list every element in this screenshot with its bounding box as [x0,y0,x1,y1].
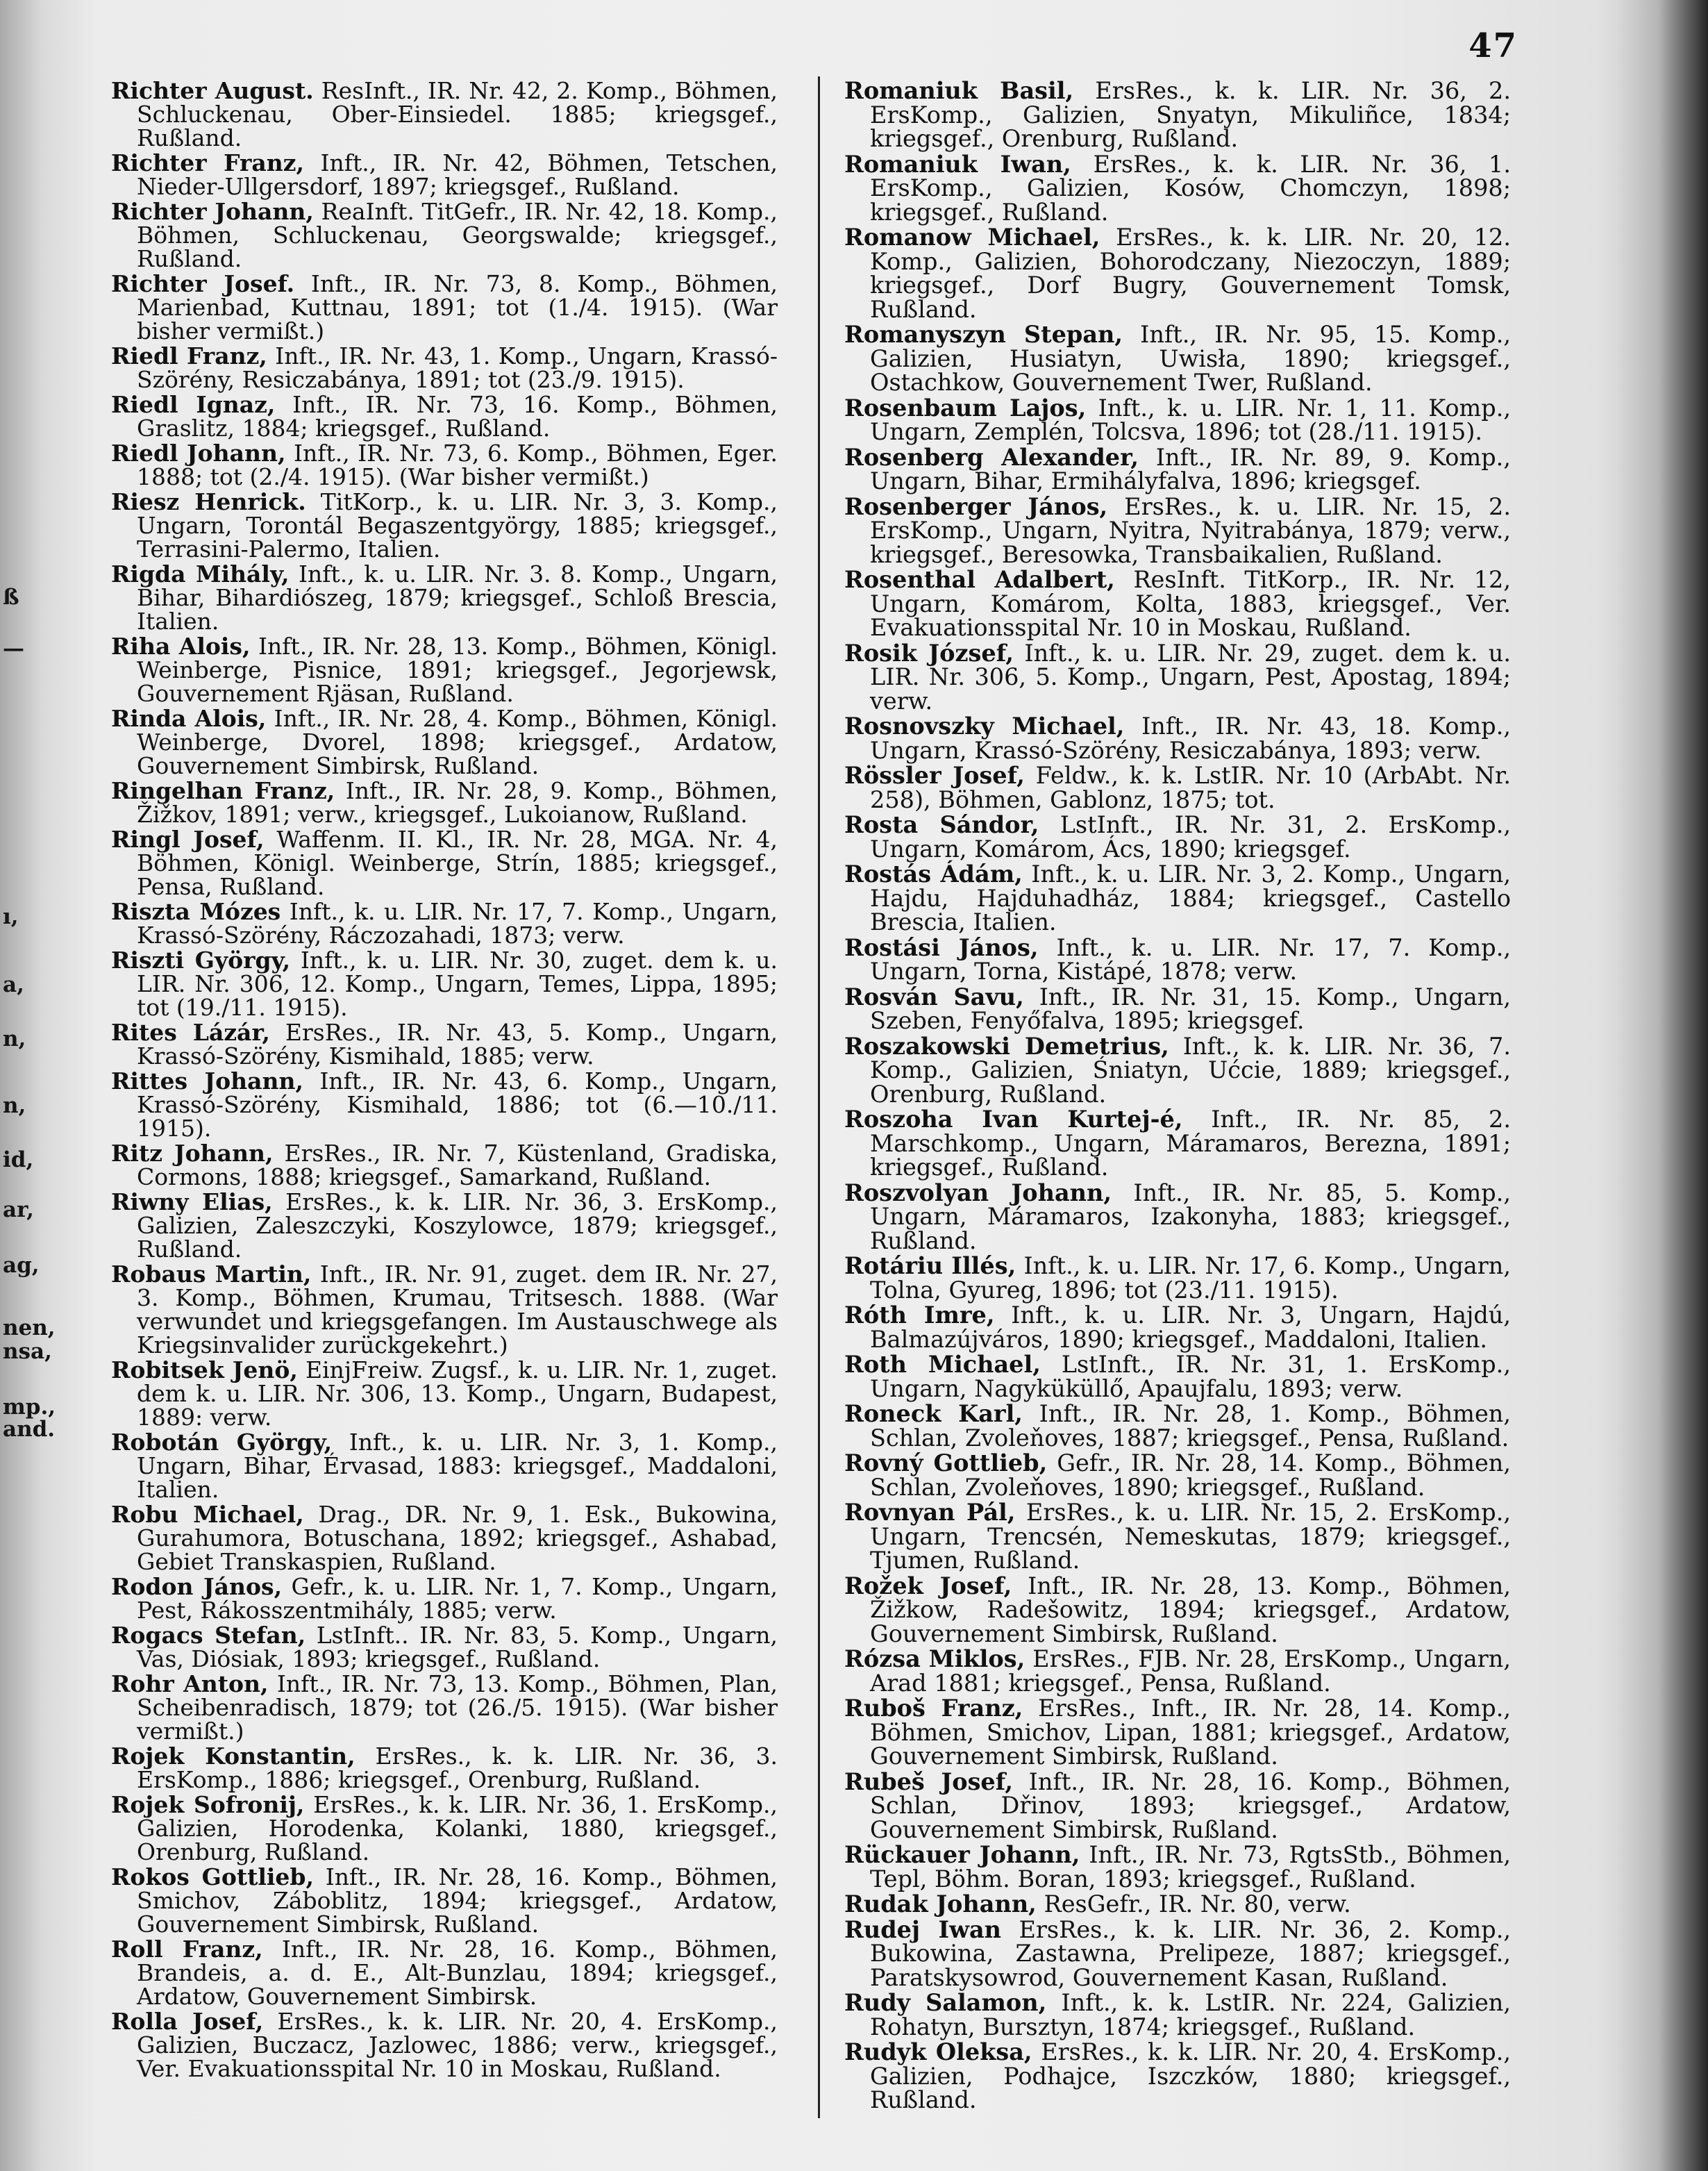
register-entry [844,226,1511,322]
entry-details: Gefr., k. u. LIR. Nr. 1, 7. Komp., Ungarn, Pest, Rákosszentmihály, 1885; verw. [137,1573,778,1624]
margin-fragment: a, [3,972,24,997]
entry-details: ResGefr., IR. Nr. 80, verw. [1044,1890,1351,1918]
entry-name: Rohr Anton, [111,1670,269,1697]
margin-fragment: nsa, [3,1339,52,1364]
register-entry [111,949,778,1020]
entry-name: Roll Franz, [111,1936,263,1963]
entry-details: Inft., IR. Nr. 28, 16. Komp., Böhmen, Brandeis, a. d. E., Alt-Bunzlau, 1894; kriegsgef., Ardatow, Gouvernement Simbirsk. [137,1936,778,2010]
register-entry [844,1301,1512,1353]
register-entry [844,1697,1511,1769]
entry-name: Romanow Michael, [844,224,1100,251]
entry-name: Rites Lázár, [111,1019,270,1046]
register-entry [844,492,1511,568]
entry-details: Inft., IR. Nr. 73, 16. Komp., Böhmen, Graslitz, 1884; kriegsgef., Rußland. [137,391,778,442]
entry-details: Gefr., IR. Nr. 28, 14. Komp., Böhmen, Schlan, Zvoleňoves, 1890; kriegsgef., Rußland. [870,1449,1511,1501]
entry-details: Inft., IR. Nr. 28, 1. Komp., Böhmen, Schlan, Zvoleňoves, 1887; kriegsgef., Pensa, Rußland. [870,1400,1511,1452]
register-entry [844,933,1511,985]
register-entry [844,1181,1511,1254]
register-entry [844,1032,1512,1108]
register-entry [111,272,778,343]
entry-details: Inft., IR. Nr. 28, 13. Komp., Böhmen, Žižkow, Radešowitz, 1894; kriegsgef., Ardatow, Gouvernement Simbirsk, Rußland. [870,1572,1512,1647]
entry-name: Riszta Mózes [111,898,281,925]
entry-details: Inft., k. u. LIR. Nr. 17, 7. Komp., Ungarn, Torna, Kistápé, 1878; verw. [870,933,1511,985]
margin-fragment: ag, [3,1253,40,1278]
entry-details: Inft., k. u. LIR. Nr. 30, zuget. dem k. u. LIR. Nr. 306, 12. Komp., Ungarn, Temes, Lippa, 1895; tot (19./11. 1915). [137,947,778,1021]
entry-details: Inft., k. u. LIR. Nr. 3, 2. Komp., Ungarn, Hajdu, Hajduhadház, 1884; kriegsgef., Castello Brescia, Italien. [870,860,1511,935]
left-column [111,79,778,2082]
entry-name: Romaniuk Iwan, [844,150,1071,178]
entry-details: Inft., IR. Nr. 73, 13. Komp., Böhmen, Plan, Scheibenradisch, 1879; tot (26./5. 1915). (War bisher vermißt.) [137,1670,778,1745]
entry-details: Inft., IR. Nr. 73, RgtsStb., Böhmen, Tepl, Böhm. Boran, 1893; kriegsgef., Rußland. [870,1841,1511,1893]
entry-details: Inft., IR. Nr. 85, 5. Komp., Ungarn, Máramaros, Izakonyha, 1883; kriegsgef., Rußland. [870,1179,1512,1254]
register-entry [844,1915,1512,1991]
entry-details: ErsRes., k. k. LIR. Nr. 20, 12. Komp., Galizien, Bohorodczany, Niezoczyn, 1889; kriegsgef., Dorf Bugry, Gouvernement Tomsk, Rußland. [870,224,1511,323]
entry-name: Rovnyan Pál, [844,1499,1016,1526]
entry-details: Inft., k. u. LIR. Nr. 3, 1. Komp., Ungarn, Bihar, Érvasad, 1883: kriegsgef., Maddaloni, Italien. [137,1429,778,1503]
register-entry [111,779,778,826]
entry-name: Rudej Iwan [844,1915,1002,1943]
register-entry [111,1263,778,1357]
entry-name: Robu Michael, [111,1501,304,1528]
register-entry [111,1742,778,1793]
register-entry [844,79,1511,151]
entry-name: Roszvolyan Johann, [844,1179,1112,1206]
entry-details: ErsRes., Inft., IR. Nr. 28, 14. Komp., Böhmen, Smichov, Lipan, 1881; kriegsgef., Ardatow, Gouvernement Simbirsk, Rußland. [870,1695,1511,1770]
register-entry [844,1402,1511,1450]
entry-name: Riha Alois, [111,633,251,660]
register-entry [844,394,1512,445]
register-entry [844,1890,1511,1918]
entry-name: Roszoha Ivan Kurtej-é, [844,1106,1183,1133]
register-entry [111,393,778,440]
entry-details: Inft., k. u. LIR. Nr. 17, 6. Komp., Ungarn, Tolna, Gyureg, 1896; tot (23./11. 1915). [870,1252,1511,1304]
entry-details: Drag., DR. Nr. 9, 1. Esk., Bukowina, Gurahumora, Botuschana, 1892; kriegsgef., Ashabad, Gebiet Transkaspien, Rußland. [137,1501,778,1575]
entry-name: Rudyk Oleksa, [844,2038,1032,2065]
entry-name: Rotáriu Illés, [844,1252,1016,1279]
entry-details: ErsRes., k. k. LIR. Nr. 36, 3. ErsKomp., Galizien, Zaleszczyki, Koszylowce, 1879; kriegsgef., Rußland. [137,1188,778,1263]
entry-name: Rinda Alois, [111,705,267,732]
entry-details: ErsRes., k. u. LIR. Nr. 15, 2. ErsKomp., Ungarn, Nyitra, Nyitrabánya, 1879; verw., kriegsgef., Beresowka, Transbaikalien, Rußland. [870,492,1511,568]
register-entry [111,635,778,706]
entry-details: Inft., IR. Nr. 28, 16. Komp., Böhmen, Schlan, Dřinov, 1893; kriegsgef., Ardatow, Gouvernement Simbirsk, Rußland. [870,1767,1511,1843]
entry-details: Feldw., k. k. LstIR. Nr. 10 (ArbAbt. Nr. 258), Böhmen, Gablonz, 1875; tot. [870,762,1511,813]
margin-fragment: ß [3,585,19,610]
register-entry [844,715,1511,763]
entry-details: Inft., IR. Nr. 43, 18. Komp., Ungarn, Krassó-Szörény, Resiczabánya, 1893; verw. [870,713,1512,764]
register-entry [111,1142,778,1189]
entry-name: Rojek Konstantin, [111,1742,355,1770]
entry-details: ResInft. TitKorp., IR. Nr. 12, Ungarn, Komárom, Kolta, 1883, kriegsgef., Ver. Evakuationsspital Nr. 10 in Moskau, Rußland. [870,566,1512,641]
entry-name: Riedl Johann, [111,440,286,467]
entry-name: Rostás Ádám, [844,860,1023,888]
entry-details: ResInft., IR. Nr. 42, 2. Komp., Böhmen, Schluckenau, Ober-Einsiedel. 1885; kriegsgef., Rußland. [137,77,778,151]
entry-details: Inft., k. k. LstIR. Nr. 224, Galizien, Rohatyn, Bursztyn, 1874; kriegsgef., Rußland. [870,1989,1511,2040]
entry-name: Ringelhan Franz, [111,777,335,804]
register-entry [111,900,778,947]
margin-fragment: — [3,636,24,661]
entry-name: Robotán György, [111,1429,333,1456]
register-entry [844,813,1511,861]
entry-details: EinjFreiw. Zugsf., k. u. LIR. Nr. 1, zuget. dem k. u. LIR. Nr. 306, 13. Komp., Ungarn, Budapest, 1889: verw. [137,1356,778,1431]
register-entry [111,1624,778,1671]
register-entry [844,1501,1511,1573]
margin-fragment: ar, [3,1197,34,1222]
register-entry [844,1353,1511,1401]
entry-details: Inft., IR. Nr. 91, zuget. dem IR. Nr. 27, 3. Komp., Böhmen, Krumau, Tritsesch. 1888. (War verwundet und kriegsgefangen. Im Austauschwege als Kriegsinvalider zurückgekehrt.) [137,1261,778,1358]
entry-name: Roszakowski Demetrius, [844,1032,1169,1060]
entry-name: Rückauer Johann, [844,1841,1080,1868]
entry-details: ReaInft. TitGefr., IR. Nr. 42, 18. Komp., Böhmen, Schluckenau, Georgswalde; kriegsgef., Rußland. [137,198,778,272]
entry-details: Inft., IR. Nr. 43, 6. Komp., Ungarn, Krassó-Szörény, Kismihald, 1886; tot (6.—10./11. 1915). [137,1067,778,1142]
entry-details: Inft., IR. Nr. 73, 6. Komp., Böhmen, Eger. 1888; tot (2./4. 1915). (War bisher vermißt.) [137,440,778,490]
entry-details: ErsRes., k. k. LIR. Nr. 20, 4. ErsKomp., Galizien, Buczacz, Jazlowec, 1886; verw., kriegsgef., Ver. Evakuationsspital Nr. 10 in Moskau, Rußland. [137,2008,778,2082]
register-entry [111,151,778,199]
entry-name: Ruboš Franz, [844,1695,1023,1722]
entry-name: Rogacs Stefan, [111,1622,306,1649]
entry-name: Robitsek Jenö, [111,1356,298,1383]
register-entry [844,860,1511,935]
entry-details: Inft., IR. Nr. 89, 9. Komp., Ungarn, Bihar, Ermihályfalva, 1896; kriegsgef. [870,443,1511,494]
entry-name: Richter Franz, [111,149,304,176]
entry-details: Inft., IR. Nr. 28, 9. Komp., Böhmen, Žižkov, 1891; verw., kriegsgef., Lukoianow, Rußland. [137,777,778,828]
register-entry [844,1991,1511,2039]
entry-name: Rigda Mihály, [111,560,290,588]
entry-name: Rosenberger János, [844,492,1108,520]
entry-details: ErsRes., IR. Nr. 7, Küstenland, Gradiska, Cormons, 1888; kriegsgef., Samarkand, Rußland. [137,1140,778,1190]
entry-name: Roneck Karl, [844,1400,1023,1427]
entry-details: Inft., IR. Nr. 43, 1. Komp., Ungarn, Krassó-Szörény, Resiczabánya, 1891; tot (23./9. 1915). [137,342,778,393]
entry-details: Waffenm. II. Kl., IR. Nr. 28, MGA. Nr. 4, Böhmen, Königl. Weinberge, Strín, 1885; kriegsgef., Pensa, Rußland. [137,826,778,900]
register-entry [111,828,778,899]
entry-details: LstInft., IR. Nr. 31, 2. ErsKomp., Ungarn, Komárom, Ács, 1890; kriegsgef. [870,811,1511,863]
register-entry [111,2010,778,2081]
register-entry [844,639,1512,715]
entry-details: Inft., IR. Nr. 73, 8. Komp., Böhmen, Marienbad, Kuttnau, 1891; tot (1./4. 1915). (War bisher vermißt.) [137,270,778,344]
right-column [844,79,1511,2114]
entry-name: Richter August. [111,77,314,104]
register-entry [111,707,778,778]
page-number: 47 [1468,26,1518,65]
entry-details: ErsRes., k. k. LIR. Nr. 36, 1. ErsKomp., Galizien, Kosów, Chomczyn, 1898; kriegsgef., Rußland. [870,150,1512,226]
register-entry [111,200,778,271]
entry-name: Róth Imre, [844,1301,995,1329]
register-entry [111,560,778,635]
entry-details: LstInft., IR. Nr. 31, 1. ErsKomp., Ungarn, Nagyküküllő, Apaujfalu, 1893; verw. [870,1351,1511,1402]
margin-fragment: n, [3,1026,26,1051]
entry-name: Rosenbaum Lajos, [844,394,1087,422]
register-entry [844,150,1512,226]
entry-details: ErsRes., k. k. LIR. Nr. 36, 1. ErsKomp., Galizien, Horodenka, Kolanki, 1880, kriegsgef., Orenburg, Rußland. [137,1791,778,1865]
entry-name: Romaniuk Basil, [844,77,1074,104]
entry-details: Inft., IR. Nr. 85, 2. Marschkomp., Ungarn, Máramaros, Berezna, 1891; kriegsgef., Rußland. [870,1106,1511,1181]
entry-details: Inft., k. u. LIR. Nr. 1, 11. Komp., Ungarn, Zemplén, Tolcsva, 1896; tot (28./11. 1915). [870,394,1512,445]
entry-name: Roth Michael, [844,1351,1041,1378]
entry-name: Riesz Henrick. [111,488,306,515]
register-entry [111,79,778,150]
entry-details: Inft., k. u. LIR. Nr. 3. 8. Komp., Ungarn, Bihar, Bihardiószeg, 1879; kriegsgef., Schloß Brescia, Italien. [137,560,778,635]
register-entry [844,764,1511,812]
column-divider [818,76,820,2118]
entry-details: Inft., k. u. LIR. Nr. 3, Ungarn, Hajdú, Balmazújváros, 1890; kriegsgef., Maddaloni, Italien. [870,1301,1512,1353]
entry-details: TitKorp., k. u. LIR. Nr. 3, 3. Komp., Ungarn, Torontál Begaszentgyörgy, 1885; kriegsgef., Terrasini-Palermo, Italien. [137,488,778,563]
entry-details: Inft., IR. Nr. 28, 4. Komp., Böhmen, Königl. Weinberge, Dvorel, 1898; kriegsgef., Ardatow, Gouvernement Simbirsk, Rußland. [137,705,778,779]
entry-name: Rosta Sándor, [844,811,1039,838]
entry-name: Robaus Martin, [111,1261,312,1288]
margin-fragment: and. [3,1417,56,1442]
entry-name: Romanyszyn Stepan, [844,321,1123,348]
register-entry [844,1254,1511,1302]
entry-name: Rosván Savu, [844,983,1024,1010]
entry-name: Rittes Johann, [111,1067,303,1095]
register-entry [111,1938,778,2008]
entry-name: Rosnovszky Michael, [844,713,1125,740]
entry-details: Inft., IR. Nr. 28, 16. Komp., Böhmen, Smichov, Záboblitz, 1894; kriegsgef., Ardatow, Gouvernement Simbirsk, Rußland. [137,1863,778,1938]
entry-details: Inft., IR. Nr. 28, 13. Komp., Böhmen, Königl. Weinberge, Pisnice, 1891; kriegsgef., Jegorjewsk, Gouvernement Rjäsan, Rußland. [137,633,778,707]
entry-details: ErsRes., k. k. LIR. Nr. 20, 4. ErsKomp., Galizien, Podhajce, Iszczków, 1880; kriegsgef., Rußland. [870,2038,1511,2113]
register-entry [844,2040,1511,2113]
register-entry [111,1865,778,1936]
scan-shadow [1616,0,1708,2171]
entry-name: Richter Josef. [111,270,295,297]
entry-name: Rožek Josef, [844,1572,1012,1599]
entry-details: ErsRes., IR. Nr. 43, 5. Komp., Ungarn, Krassó-Szörény, Kismihald, 1885; verw. [137,1019,778,1070]
entry-name: Rózsa Miklos, [844,1645,1025,1672]
entry-name: Rössler Josef, [844,762,1025,789]
register-entry [111,1575,778,1622]
margin-fragment: nen, [3,1315,56,1340]
entry-name: Ritz Johann, [111,1140,274,1167]
entry-name: Riszti György, [111,947,291,974]
register-entry [111,1431,778,1502]
entry-details: ErsRes., k. k. LIR. Nr. 36, 3. ErsKomp., 1886; kriegsgef., Orenburg, Rußland. [137,1742,778,1793]
register-entry [111,1793,778,1864]
entry-name: Riedl Ignaz, [111,391,276,418]
register-entry [844,1108,1511,1180]
register-entry [844,568,1511,640]
entry-details: Inft., k. k. LIR. Nr. 36, 7. Komp., Galizien, Śniatyn, Ućcie, 1889; kriegsgef., Orenburg, Rußland. [870,1032,1512,1108]
register-entry [844,1574,1511,1647]
entry-name: Rosik József, [844,639,1014,667]
entry-details: ErsRes., FJB. Nr. 28, ErsKomp., Ungarn, Arad 1881; kriegsgef., Pensa, Rußland. [870,1645,1511,1697]
register-entry [844,985,1511,1033]
register-entry [111,1021,778,1068]
entry-details: Inft., k. u. LIR. Nr. 17, 7. Komp., Ungarn, Krassó-Szörény, Ráczozahadi, 1873; verw. [137,898,778,949]
register-entry [844,1449,1511,1501]
entry-name: Rodon János, [111,1573,283,1600]
entry-name: Rosenberg Alexander, [844,443,1139,471]
register-entry [111,1190,778,1261]
entry-name: Rubeš Josef, [844,1767,1014,1795]
entry-details: ErsRes., k. k. LIR. Nr. 36, 2. Komp., Bukowina, Zastawna, Prelipeze, 1887; kriegsgef., Paratskysowrod, Gouvernement Kasan, Rußland. [870,1915,1512,1991]
register-entry [844,323,1511,395]
entry-details: Inft., k. u. LIR. Nr. 29, zuget. dem k. u. LIR. Nr. 306, 5. Komp., Ungarn, Pest, Apostag, 1894; verw. [870,639,1512,715]
register-entry [844,1647,1511,1695]
register-entry [844,1843,1511,1891]
entry-details: Inft., IR. Nr. 31, 15. Komp., Ungarn, Szeben, Fenyőfalva, 1895; kriegsgef. [870,983,1511,1034]
entry-name: Rolla Josef, [111,2008,264,2035]
register-entry [111,344,778,392]
register-entry [111,490,778,561]
entry-name: Rovný Gottlieb, [844,1449,1048,1477]
entry-details: LstInft.. IR. Nr. 83, 5. Komp., Ungarn, Vas, Diósiak, 1893; kriegsgef., Rußland. [137,1622,778,1672]
entry-details: ErsRes., k. u. LIR. Nr. 15, 2. ErsKomp., Ungarn, Trencsén, Nemeskutas, 1879; kriegsgef., Tjumen, Rußland. [870,1499,1511,1574]
entry-name: Ringl Josef, [111,826,265,853]
register-entry [844,1767,1511,1843]
register-entry [111,1503,778,1574]
entry-name: Riwny Elias, [111,1188,273,1215]
margin-fragment: mp., [3,1395,56,1420]
entry-name: Rosenthal Adalbert, [844,566,1115,593]
entry-name: Rudy Salamon, [844,1989,1047,2016]
register-entry [111,1358,778,1429]
entry-name: Rostási János, [844,933,1039,961]
register-entry [844,443,1511,494]
entry-name: Rudak Johann, [844,1890,1037,1918]
entry-name: Richter Johann, [111,198,314,225]
entry-name: Rokos Gottlieb, [111,1863,314,1890]
entry-details: Inft., IR. Nr. 42, Böhmen, Tetschen, Nieder-Ullgersdorf, 1897; kriegsgef., Rußland. [137,149,778,200]
register-entry [111,442,778,489]
entry-details: Inft., IR. Nr. 95, 15. Komp., Galizien, Husiatyn, Uwisła, 1890; kriegsgef., Ostachkow, Gouvernement Twer, Rußland. [870,321,1511,396]
entry-name: Riedl Franz, [111,342,267,369]
margin-fragment: id, [3,1147,34,1172]
register-entry [111,1067,778,1142]
entry-name: Rojek Sofronij, [111,1791,305,1818]
left-margin-fragments [0,0,56,2171]
margin-fragment: ı, [3,904,19,929]
register-entry [111,1672,778,1743]
entry-details: ErsRes., k. k. LIR. Nr. 36, 2. ErsKomp., Galizien, Snyatyn, Mikuliñce, 1834; kriegsgef., Orenburg, Rußland. [870,77,1511,152]
margin-fragment: n, [3,1093,26,1118]
